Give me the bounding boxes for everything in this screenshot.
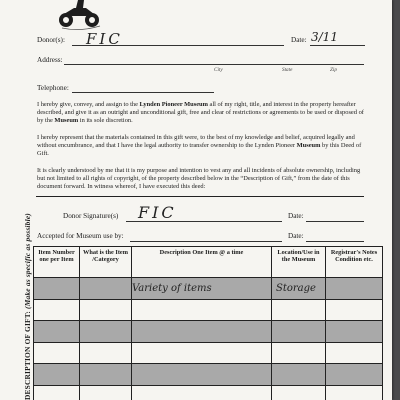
telephone-line	[72, 92, 214, 93]
date-top-line	[310, 45, 365, 46]
accepted-label: Accepted for Museum use by:	[37, 232, 124, 240]
table-cell[interactable]	[272, 364, 326, 386]
paragraph-gift: I hereby give, convey, and assign to the Lynden Pioneer Museum all of my right, title, and interest in the property hereafter described, and give it as an outright and unconditional gift, free and clear of restrictions or agreements to be used or disposed of by the Museum in its sole discretion.	[37, 101, 364, 125]
section-divider-top	[36, 196, 364, 197]
header-location: Location/Use in the Museum	[272, 247, 326, 278]
header-item-number: Item Number one per Item	[34, 247, 80, 278]
table-cell[interactable]	[34, 321, 80, 343]
signature-handwriting: FIC	[138, 203, 177, 222]
city-label: City	[214, 67, 223, 73]
table-cell[interactable]	[326, 342, 383, 364]
address-label: Address:	[37, 56, 63, 64]
address-line-1	[64, 64, 364, 65]
table-cell[interactable]	[326, 364, 383, 386]
table-cell[interactable]	[326, 385, 383, 400]
donor-handwriting: FIC	[86, 30, 123, 48]
header-description: Description One Item @ a time	[132, 247, 272, 278]
date-top-label: Date:	[291, 36, 307, 44]
table-cell[interactable]	[34, 364, 80, 386]
table-cell[interactable]	[34, 385, 80, 400]
description-of-gift-sidebar	[14, 213, 32, 400]
gift-items-table	[33, 246, 383, 400]
table-cell[interactable]	[326, 278, 383, 300]
table-cell[interactable]	[34, 342, 80, 364]
table-cell[interactable]	[80, 321, 132, 343]
paragraph-representation: I hereby represent that the materials contained in this gift were, to the best of my knowledge and belief, acquired legally and without encumbrance, and that I have the legal authority to transfer ownership to the Lynden Pioneer Museum by this Deed of Gift.	[37, 134, 362, 158]
signature-label: Donor Signature(s)	[63, 212, 119, 220]
accepted-line	[130, 241, 282, 242]
table-cell[interactable]: Variety of items	[132, 278, 272, 300]
donor-label: Donor(s):	[37, 36, 65, 44]
table-cell[interactable]	[132, 385, 272, 400]
table-header-row	[34, 247, 383, 278]
sidebar-title: DESCRIPTION OF GIFT:	[23, 311, 32, 400]
table-row	[34, 299, 383, 321]
table-cell[interactable]	[326, 299, 383, 321]
table-cell[interactable]	[80, 364, 132, 386]
accepted-date-line	[306, 241, 364, 242]
table-cell[interactable]: Storage	[272, 278, 326, 300]
table-row	[34, 385, 383, 400]
table-cell[interactable]	[272, 299, 326, 321]
table-cell[interactable]	[326, 321, 383, 343]
signature-date-line	[306, 221, 364, 222]
sidebar-note: (Make as specific as possible)	[23, 213, 32, 309]
table-row	[34, 278, 383, 300]
table-cell[interactable]	[132, 342, 272, 364]
date-top-handwriting: 3/11	[311, 30, 338, 44]
header-registrar-notes: Registrar's Notes Condition etc.	[326, 247, 383, 278]
table-cell[interactable]	[272, 385, 326, 400]
state-label: State	[282, 67, 293, 73]
table-row	[34, 342, 383, 364]
table-cell[interactable]	[80, 342, 132, 364]
telephone-label: Telephone:	[37, 84, 69, 92]
zip-label: Zip	[330, 67, 337, 73]
signature-date-label: Date:	[288, 212, 304, 220]
table-cell[interactable]	[80, 299, 132, 321]
header-category: What is the Item /Category	[80, 247, 132, 278]
table-cell[interactable]	[132, 299, 272, 321]
paragraph-intention: It is clearly understood by me that it is my purpose and intention to vest any and all incidents of absolute ownership, including but not limited to all rights of copyright, of the property described below in the “Description of Gift,” from the date of this document forward. In witness whereof, I have executed this deed:	[37, 167, 361, 191]
table-cell[interactable]	[34, 278, 80, 300]
accepted-date-label: Date:	[288, 232, 304, 240]
table-cell[interactable]	[34, 299, 80, 321]
table-cell[interactable]	[80, 278, 132, 300]
table-row	[34, 321, 383, 343]
table-cell[interactable]	[272, 342, 326, 364]
table-cell[interactable]	[132, 321, 272, 343]
table-row	[34, 364, 383, 386]
table-cell[interactable]	[80, 385, 132, 400]
table-cell[interactable]	[272, 321, 326, 343]
atv-rider-logo-icon	[56, 0, 104, 30]
table-cell[interactable]	[132, 364, 272, 386]
